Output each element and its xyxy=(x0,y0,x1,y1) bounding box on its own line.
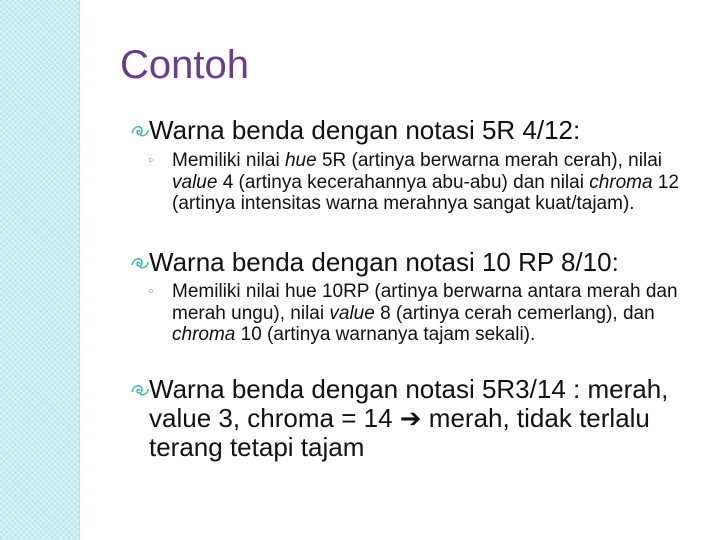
swirl-bullet-icon xyxy=(130,253,150,273)
bullet-item-1 xyxy=(130,116,690,145)
sub-bullet-item-2 xyxy=(148,281,693,346)
bullet-text: Warna benda dengan notasi 5R 4/12: xyxy=(149,115,581,145)
swirl-bullet-icon xyxy=(130,121,150,141)
bullet-text: Warna benda dengan notasi 5R3/14 : merah, value 3, chroma = 14 ➔ merah, tidak terlalu terang tetapi tajam xyxy=(149,374,669,462)
bullet-item-2 xyxy=(130,248,690,277)
swirl-bullet-icon xyxy=(130,380,150,400)
bullet-item-3 xyxy=(130,375,690,462)
circle-bullet-icon: ◦ xyxy=(148,152,154,169)
sub-bullet-text: Memiliki nilai hue 10RP (artinya berwarna antara merah dan merah ungu), nilai value 8 (artinya cerah cemerlang), dan chroma 10 (artinya warnanya tajam sekali). xyxy=(172,281,678,345)
sub-bullet-item-1 xyxy=(148,150,693,215)
bullet-text: Warna benda dengan notasi 10 RP 8/10: xyxy=(149,247,619,277)
circle-bullet-icon: ◦ xyxy=(148,283,154,300)
slide-title: Contoh xyxy=(120,43,249,87)
sub-bullet-text: Memiliki nilai hue 5R (artinya berwarna merah cerah), nilai value 4 (artinya kecerahannya abu-abu) dan nilai chroma 12 (artinya intensitas warna merahnya sangat kuat/tajam). xyxy=(172,150,679,214)
right-arrow-icon: ➔ xyxy=(399,403,422,433)
